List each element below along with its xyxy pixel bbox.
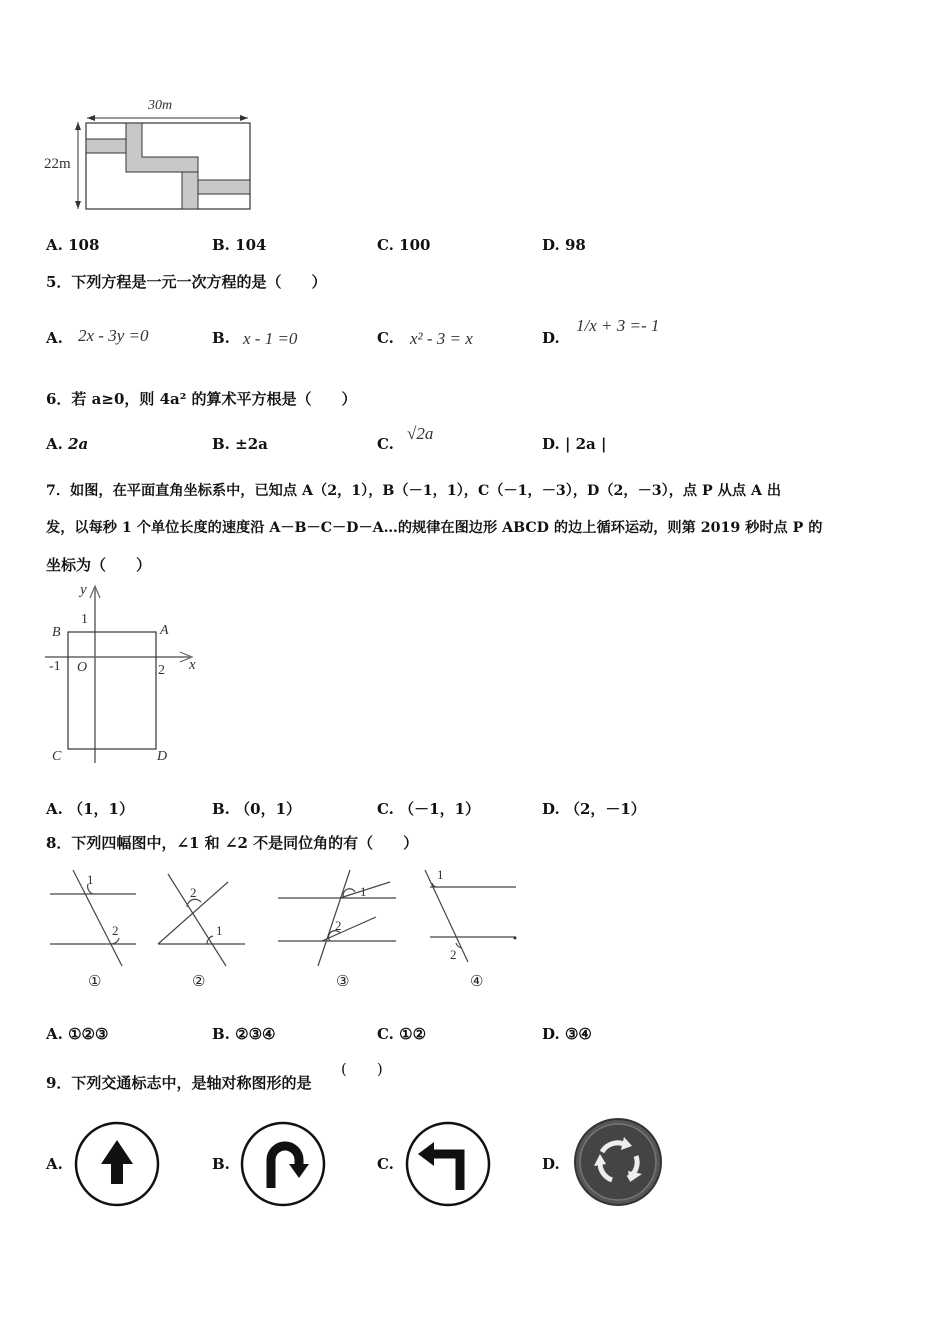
q8-caption-1: ① [88, 974, 102, 990]
q8-caption-2: ② [192, 974, 206, 990]
q7-label-x: x [189, 657, 196, 673]
q7-label-2: 2 [158, 663, 165, 678]
q8-caption-4: ④ [470, 974, 484, 990]
q8-figures [40, 862, 530, 994]
q7-stem-line1: 7．如图，在平面直角坐标系中，已知点 A（2，1），B（－1，1），C（－1，－3），D（2，－3），点 P 从点 A 出 [46, 483, 782, 499]
q8-fig3-angle1: 1 [360, 884, 367, 899]
left-turn-sign-icon[interactable] [404, 1120, 492, 1208]
q5-stem: 5．下列方程是一元一次方程的是（ ） [46, 273, 327, 291]
q8-fig3-angle2: 2 [335, 918, 342, 933]
q8-option-c[interactable]: C. ①② [377, 1025, 427, 1043]
q8-option-d[interactable]: D. ③④ [542, 1025, 592, 1043]
q7-label-1: 1 [81, 612, 88, 627]
q8-option-a[interactable]: A. ①②③ [46, 1025, 109, 1043]
q9-option-a[interactable]: A. [46, 1155, 63, 1173]
q4-width-label: 30m [148, 98, 173, 113]
q8-option-b[interactable]: B. ②③④ [212, 1025, 276, 1043]
q8-fig1-angle1: 1 [87, 872, 94, 887]
straight-arrow-sign-icon[interactable] [73, 1120, 161, 1208]
q9-option-d[interactable]: D. [542, 1155, 560, 1173]
q5-option-d[interactable]: D. [542, 329, 560, 347]
q8-fig2-angle1: 1 [216, 923, 223, 938]
q8-fig1-angle2: 2 [112, 923, 119, 938]
q8-caption-3: ③ [336, 974, 350, 990]
u-turn-sign-icon[interactable] [239, 1120, 327, 1208]
q4-option-d[interactable]: D. 98 [542, 236, 586, 254]
q7-label-A: A [160, 623, 169, 638]
q7-option-c[interactable]: C. （－1，1） [377, 800, 481, 818]
q6-option-d[interactable]: D. | 2a | [542, 435, 607, 453]
q5-option-b-expr: x - 1 =0 [243, 329, 298, 348]
q5-option-c[interactable]: C. [377, 329, 394, 347]
q9-paren: ( ) [341, 1060, 383, 1078]
q6-option-c-expr: √2a [407, 424, 434, 443]
q5-option-d-expr: 1/x + 3 =- 1 [576, 316, 660, 335]
q8-fig4-angle2: 2 [450, 947, 457, 962]
q4-option-a[interactable]: A. 108 [46, 236, 100, 254]
q6-option-b[interactable]: B. ±2a [212, 435, 268, 453]
q8-fig4-angle1: 1 [437, 867, 444, 882]
q5-option-b[interactable]: B. [212, 329, 230, 347]
q6-option-c[interactable]: C. [377, 435, 394, 453]
q7-option-d[interactable]: D. （2，－1） [542, 800, 646, 818]
roundabout-sign-icon[interactable] [572, 1116, 664, 1208]
q6-stem: 6．若 a≥0，则 4a² 的算术平方根是（ ） [46, 390, 357, 408]
q7-label-C: C [52, 749, 62, 764]
q5-option-a[interactable]: A. [46, 329, 63, 347]
q7-figure [40, 578, 210, 770]
q4-option-b[interactable]: B. 104 [212, 236, 267, 254]
q6-option-a[interactable]: A. 2a [46, 435, 89, 453]
q5-option-c-expr: x² - 3 = x [410, 329, 473, 348]
q9-stem: 9．下列交通标志中，是轴对称图形的是 [46, 1074, 312, 1092]
q7-option-b[interactable]: B. （0，1） [212, 800, 302, 818]
q7-label-B: B [52, 625, 61, 640]
q7-label-origin: O [77, 660, 88, 675]
q7-label-neg1: -1 [49, 659, 61, 674]
q5-option-a-expr: 2x - 3y =0 [78, 326, 149, 345]
q7-stem-line3: 坐标为（ ） [46, 556, 152, 574]
q8-fig2-angle2: 2 [190, 885, 197, 900]
q9-option-b[interactable]: B. [212, 1155, 230, 1173]
q9-option-c[interactable]: C. [377, 1155, 394, 1173]
q8-stem: 8．下列四幅图中，∠1 和 ∠2 不是同位角的有（ ） [46, 834, 419, 852]
q7-label-y: y [80, 582, 87, 598]
q4-option-c[interactable]: C. 100 [377, 236, 431, 254]
q4-figure [40, 92, 265, 217]
q7-option-a[interactable]: A. （1，1） [46, 800, 134, 818]
q4-height-label: 22m [44, 156, 71, 172]
q7-label-D: D [157, 749, 168, 764]
q7-stem-line2: 发，以每秒 1 个单位长度的速度沿 A－B－C－D－A…的规律在图边形 ABCD 的边上循环运动，则第 2019 秒时点 P 的 [46, 520, 823, 536]
